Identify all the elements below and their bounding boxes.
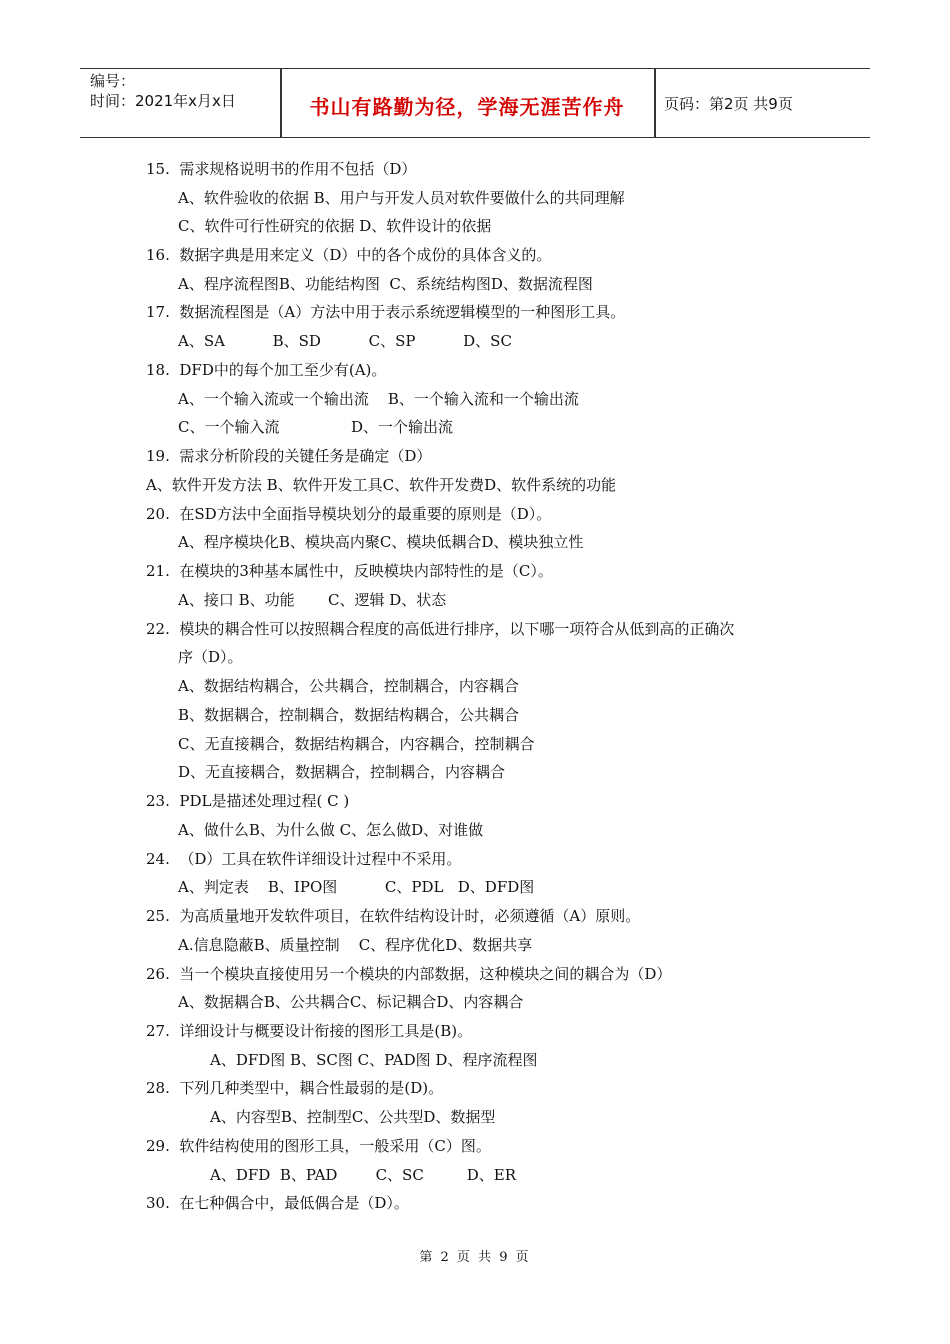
page-footer: 第 2 页 共 9 页 xyxy=(419,1250,531,1265)
question-line: 20. 在SD方法中全面指导模块划分的最重要的原则是（D）。 xyxy=(146,505,552,523)
option-line: A、内容型B、控制型C、公共型D、数据型 xyxy=(210,1108,496,1126)
option-line: A、程序模块化B、模块高内聚C、模块低耦合D、模块独立性 xyxy=(178,533,584,551)
question-line: 23. PDL是描述处理过程( C ) xyxy=(146,792,350,810)
option-line: C、一个输入流 D、一个输出流 xyxy=(178,418,454,436)
option-line: A、DFD图 B、SC图 C、PAD图 D、程序流程图 xyxy=(210,1051,538,1069)
question-line: 17. 数据流程图是（A）方法中用于表示系统逻辑模型的一种图形工具。 xyxy=(146,303,626,321)
question-line: 25. 为高质量地开发软件项目，在软件结构设计时，必须遵循（A）原则。 xyxy=(146,907,641,925)
question-line: 28. 下列几种类型中，耦合性最弱的是(D)。 xyxy=(146,1079,444,1097)
header-divider xyxy=(654,69,656,137)
header-page-label: 页码：第2页 共9页 xyxy=(664,95,793,113)
option-line: A.信息隐蔽B、质量控制 C、程序优化D、数据共享 xyxy=(178,936,533,954)
question-line: 21. 在模块的3种基本属性中，反映模块内部特性的是（C）。 xyxy=(146,562,553,580)
header-meta xyxy=(90,71,236,111)
option-line: A、判定表 B、IPO图 C、PDL D、DFD图 xyxy=(178,878,535,896)
question-line: 26. 当一个模块直接使用另一个模块的内部数据，这种模块之间的耦合为（D） xyxy=(146,965,672,983)
question-line: 15. 需求规格说明书的作用不包括（D） xyxy=(146,160,417,178)
question-line: 29. 软件结构使用的图形工具，一般采用（C）图。 xyxy=(146,1137,491,1155)
page-header xyxy=(80,68,870,138)
question-line: 18. DFD中的每个加工至少有(A)。 xyxy=(146,361,387,379)
option-line: A、SA B、SD C、SP D、SC xyxy=(178,332,512,350)
option-line: D、无直接耦合，数据耦合，控制耦合，内容耦合 xyxy=(178,763,506,781)
question-line: 22. 模块的耦合性可以按照耦合程度的高低进行排序，以下哪一项符合从低到高的正确次 xyxy=(146,620,735,638)
question-line: 30. 在七种偶合中，最低偶合是（D）。 xyxy=(146,1194,409,1212)
option-line: A、一个输入流或一个输出流 B、一个输入流和一个输出流 xyxy=(178,390,579,408)
option-line: A、软件开发方法 B、软件开发工具C、软件开发费D、软件系统的功能 xyxy=(146,476,617,494)
option-line: A、软件验收的依据 B、用户与开发人员对软件要做什么的共同理解 xyxy=(178,189,625,207)
option-line: A、DFD B、PAD C、SC D、ER xyxy=(210,1166,516,1184)
option-line: A、接口 B、功能 C、逻辑 D、状态 xyxy=(178,591,447,609)
option-line: C、无直接耦合，数据结构耦合，内容耦合，控制耦合 xyxy=(178,735,535,753)
option-line: B、数据耦合，控制耦合，数据结构耦合，公共耦合 xyxy=(178,706,520,724)
question-line: 19. 需求分析阶段的关键任务是确定（D） xyxy=(146,447,432,465)
option-line: A、程序流程图B、功能结构图 C、系统结构图D、数据流程图 xyxy=(178,275,593,293)
option-line: C、软件可行性研究的依据 D、软件设计的依据 xyxy=(178,217,492,235)
number-label: 编号： xyxy=(90,72,136,90)
question-line: 27. 详细设计与概要设计衔接的图形工具是(B)。 xyxy=(146,1022,473,1040)
time-label: 时间：2021年x月x日 xyxy=(90,92,236,110)
option-line: A、数据结构耦合，公共耦合，控制耦合，内容耦合 xyxy=(178,677,519,695)
option-line: A、做什么B、为什么做 C、怎么做D、对谁做 xyxy=(178,821,484,839)
question-line: 24. （D）工具在软件详细设计过程中不采用。 xyxy=(146,850,462,868)
option-line: A、数据耦合B、公共耦合C、标记耦合D、内容耦合 xyxy=(178,993,524,1011)
question-line: 16. 数据字典是用来定义（D）中的各个成份的具体含义的。 xyxy=(146,246,552,264)
header-motto: 书山有路勤为径，学海无涯苦作舟 xyxy=(309,95,625,119)
question-line-continued: 序（D）。 xyxy=(178,648,243,666)
